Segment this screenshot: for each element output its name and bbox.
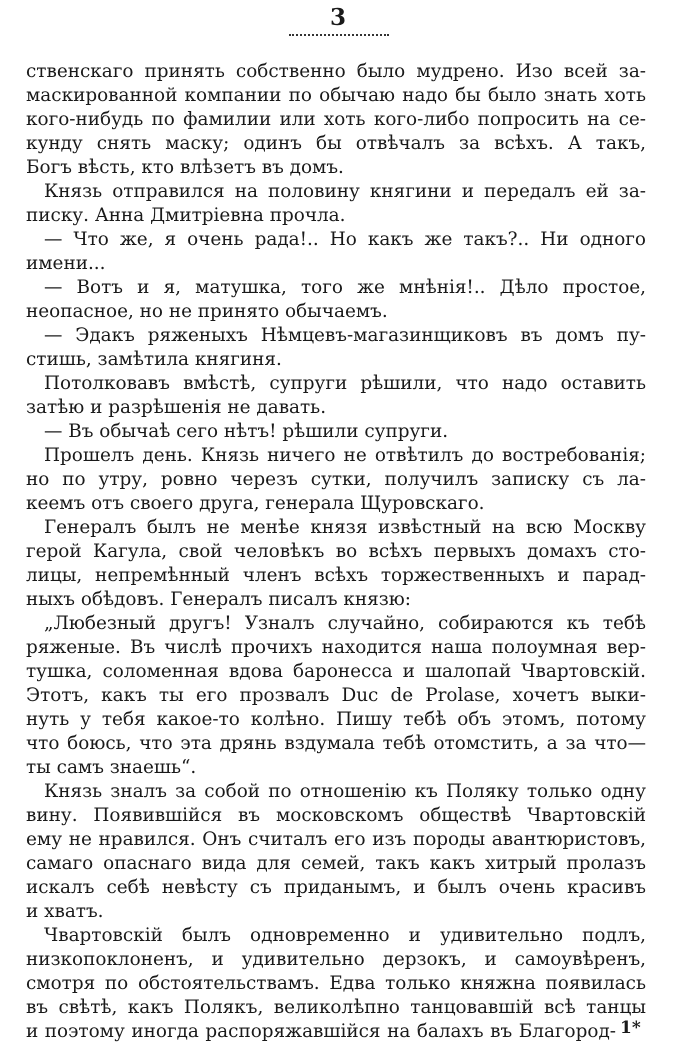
- text-line: лицы, непремѣнный членъ всѣхъ торжественныхъ и парад-: [26, 565, 646, 586]
- text-line: Чвартовскій былъ одновременно и удивительно подлъ,: [44, 925, 646, 946]
- page-number: 3: [329, 4, 346, 31]
- text-line: Князь отправился на половину княгини и передалъ ей за-: [44, 181, 646, 202]
- text-line: — Что же, я очень рада!.. Но какъ же такъ?.. Ни одного: [44, 229, 646, 250]
- header-divider: [289, 34, 389, 36]
- text-line: нуть у тебя какое-то колѣно. Пишу тебѣ объ этомъ, потому: [26, 709, 646, 730]
- text-line: Этотъ, какъ ты его прозвалъ Duc de Prolase, хочетъ выки-: [26, 685, 646, 706]
- text-line: стишь, замѣтила княгиня.: [26, 349, 282, 370]
- text-line: герой Кагула, свой человѣкъ во всѣхъ первыхъ домахъ сто-: [26, 541, 646, 562]
- printer-signature: 1*: [620, 1018, 641, 1038]
- text-line: — Эдакъ ряженыхъ Нѣмцевъ-магазинщиковъ въ домъ пу-: [44, 325, 646, 346]
- text-line: Богъ вѣсть, кто влѣзетъ въ домъ.: [26, 157, 344, 178]
- text-line: — Въ обычаѣ сего нѣтъ! рѣшили супруги.: [44, 421, 449, 442]
- text-line: Прошелъ день. Князь ничего не отвѣтилъ до востребованія;: [44, 445, 646, 466]
- text-line: маскированной компании по обычаю надо бы было знать хоть: [26, 85, 646, 106]
- text-line: кеемъ отъ своего друга, генерала Щуровскаго.: [26, 493, 485, 514]
- text-line: Генералъ былъ не менѣе князя извѣстный на всю Москву: [44, 517, 646, 538]
- text-line: — Вотъ и я, матушка, того же мнѣнія!.. Дѣло простое,: [44, 277, 646, 298]
- text-line: ственскаго принять собственно было мудрено. Изо всей за-: [26, 61, 646, 82]
- text-line: ныхъ обѣдовъ. Генералъ писалъ князю:: [26, 589, 411, 610]
- text-line: и поэтому иногда распоряжавшійся на балахъ въ Благород-: [26, 1021, 616, 1042]
- text-line: и хватъ.: [26, 901, 104, 922]
- text-line: писку. Анна Дмитріевна прочла.: [26, 205, 346, 226]
- text-line: низкопоклоненъ, и удивительно дерзокъ, и самоувѣренъ,: [26, 949, 646, 970]
- text-line: ряженые. Въ числѣ прочихъ находится наша полоумная вер-: [26, 637, 646, 658]
- text-line: имени...: [26, 253, 106, 274]
- text-line: кого-нибудь по фамилии или хоть кого-либо попросить на се-: [26, 109, 646, 130]
- text-line: самаго опаснаго вида для семей, такъ какъ хитрый пролазъ: [26, 853, 646, 874]
- text-line: но по утру, ровно черезъ сутки, получилъ записку съ ла-: [26, 469, 646, 490]
- text-line: смотря по обстоятельствамъ. Едва только княжна появилась: [26, 973, 646, 994]
- text-line: искалъ себѣ невѣсту съ приданымъ, и былъ очень красивъ: [26, 877, 646, 898]
- text-line: вину. Появившійся въ московскомъ обществѣ Чвартовскій: [26, 805, 646, 826]
- text-line: неопасное, но не принято обычаемъ.: [26, 301, 388, 322]
- text-line: тушка, соломенная вдова баронесса и шалопай Чвартовскій.: [26, 661, 646, 682]
- text-line: ты самъ знаешь“.: [26, 757, 197, 778]
- text-line: что боюсь, что эта дрянь вздумала тебѣ отомстить, а за что—: [26, 733, 646, 754]
- text-line: Потолковавъ вмѣстѣ, супруги рѣшили, что надо оставить: [44, 373, 646, 394]
- text-line: въ свѣтѣ, какъ Полякъ, великолѣпно танцовавшій всѣ танцы: [26, 997, 646, 1018]
- text-line: ему не нравился. Онъ считалъ его изъ породы авантюристовъ,: [26, 829, 646, 850]
- text-line: кунду снять маску; одинъ бы отвѣчалъ за всѣхъ. А такъ,: [26, 133, 646, 154]
- text-line: затѣю и разрѣшенія не давать.: [26, 397, 327, 418]
- text-line: „Любезный другъ! Узналъ случайно, собираются къ тебѣ: [44, 613, 646, 634]
- text-line: Князь зналъ за собой по отношенію къ Поляку только одну: [44, 781, 646, 802]
